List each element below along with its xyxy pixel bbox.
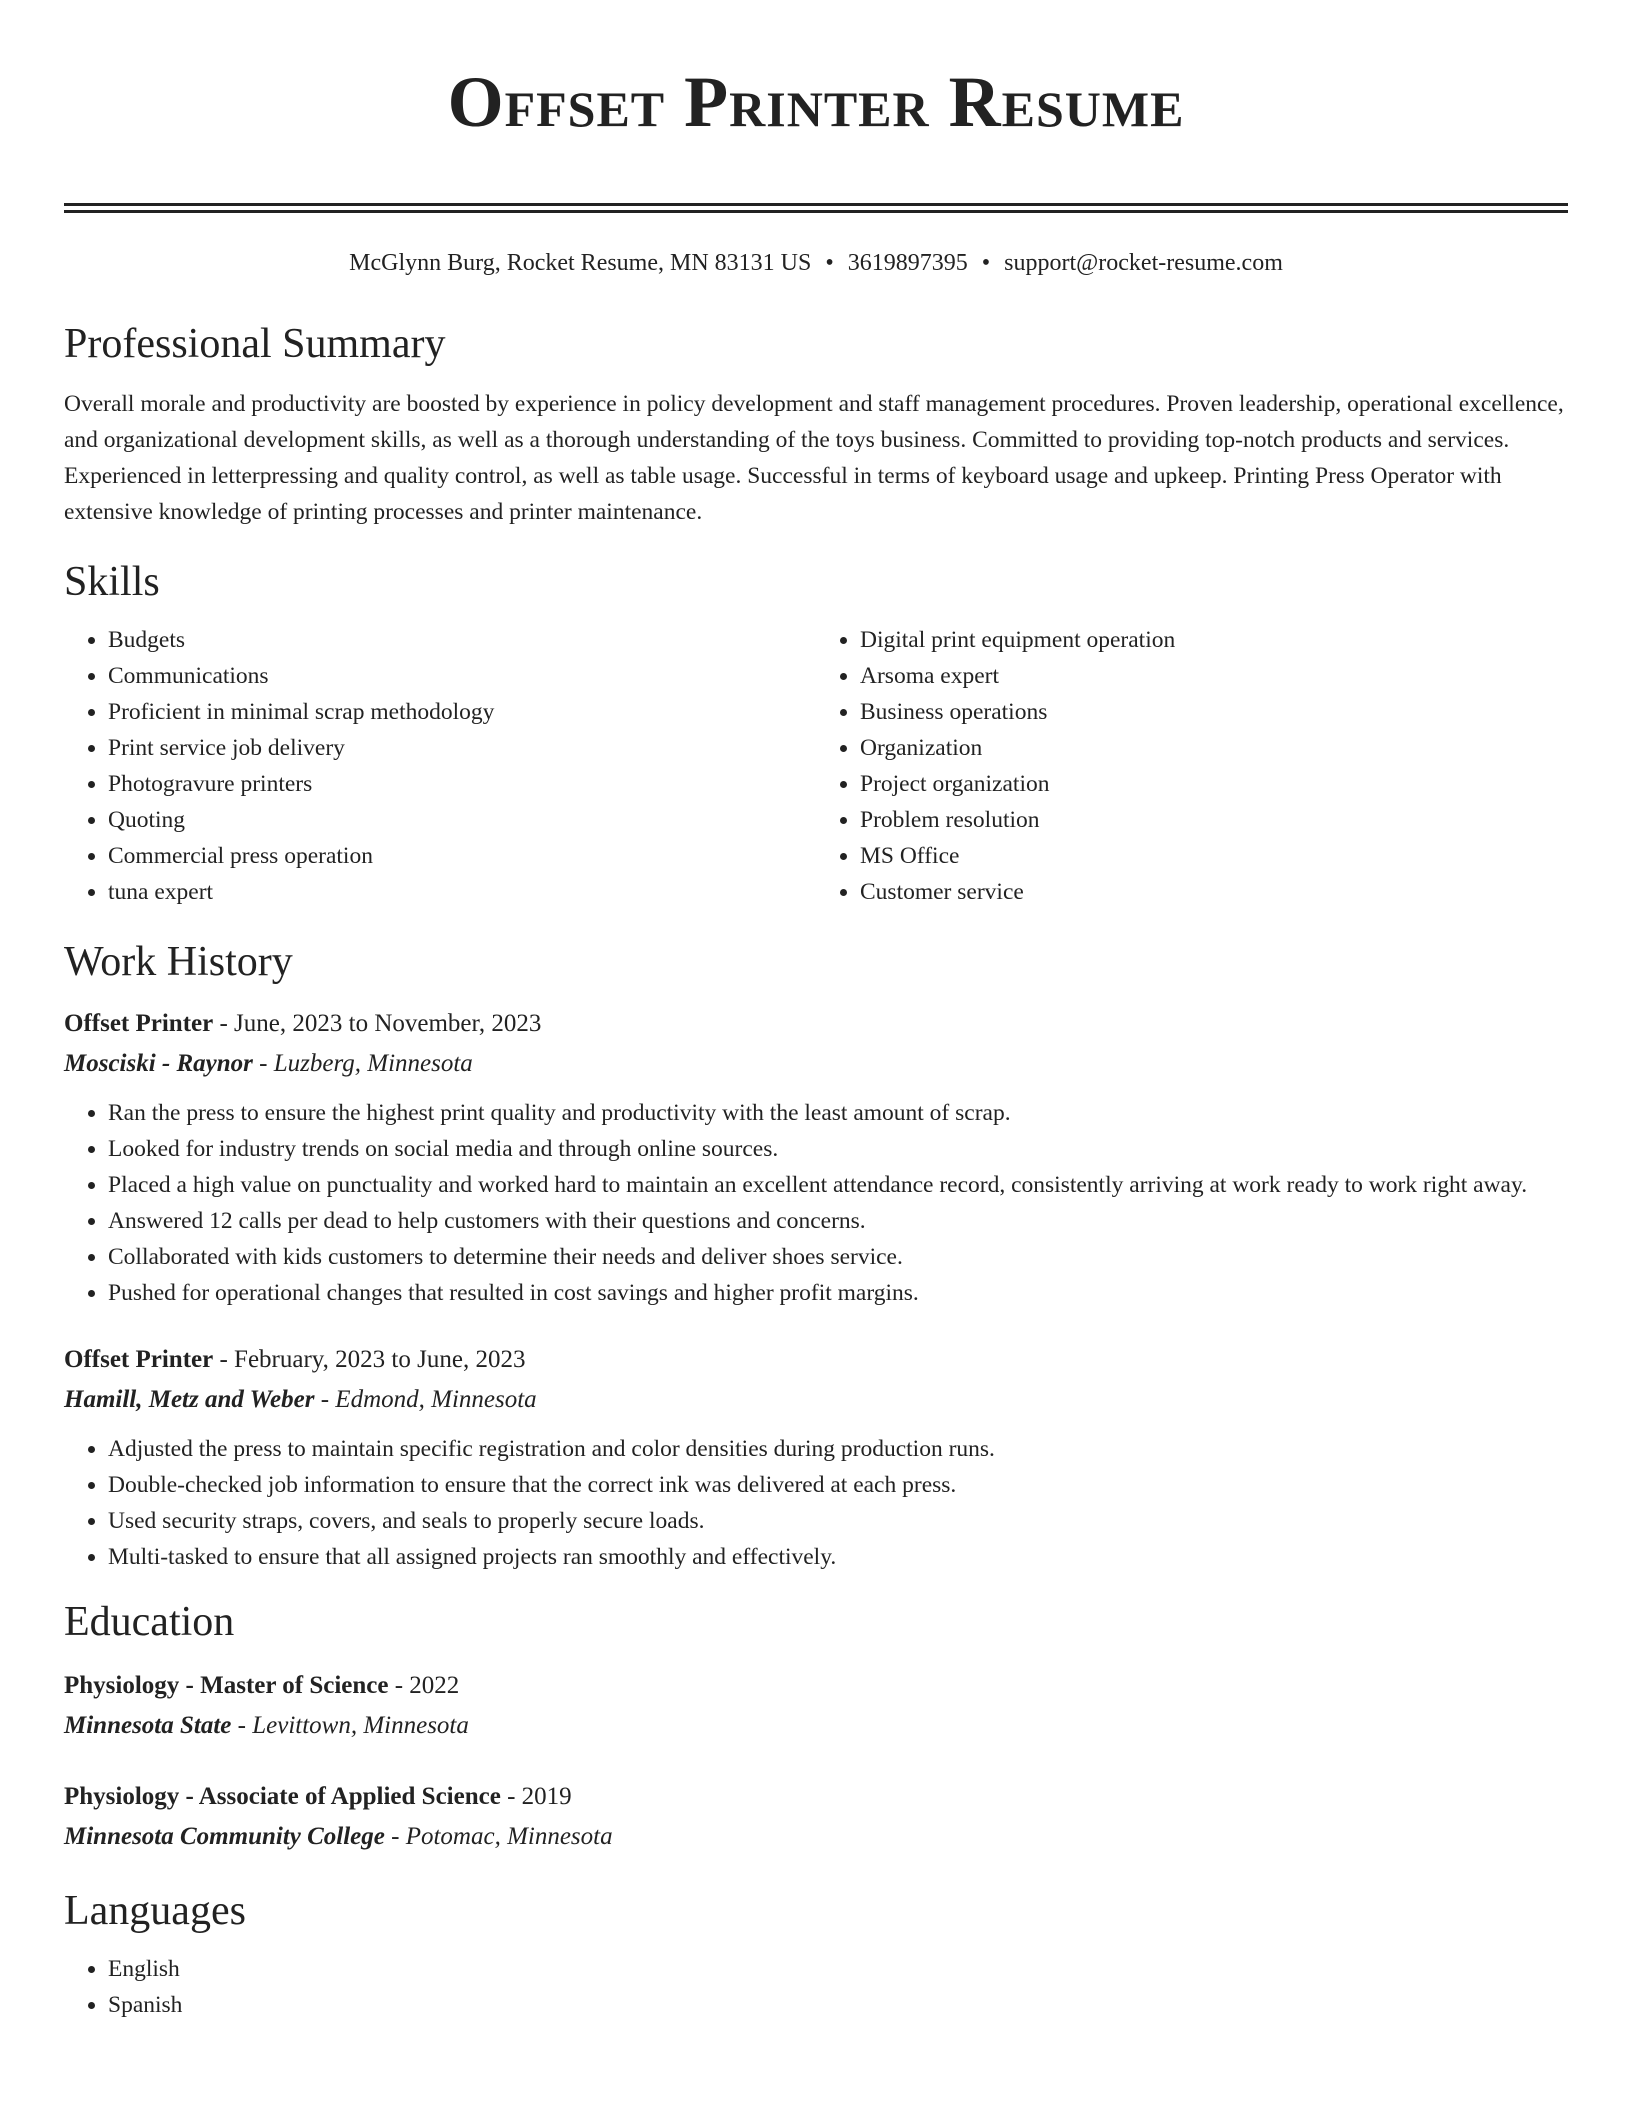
job-bullet: • Used security straps, covers, and seals to properly secure loads. <box>108 1503 1568 1539</box>
job-bullet: • Looked for industry trends on social media and through online sources. <box>108 1131 1568 1167</box>
language-item: • English <box>108 1951 1568 1987</box>
contact-address: McGlynn Burg, Rocket Resume, MN 83131 US <box>349 250 812 276</box>
skill-item: • Communications <box>108 658 816 694</box>
job-bullet: • Double-checked job information to ensure that the correct ink was delivered at each press. <box>108 1467 1568 1503</box>
summary-text: Overall morale and productivity are boosted by experience in policy development and staff management procedures. Proven leadership, operational excellence, and organizational development skills, as well as a thorough understanding of the toys business. Committed to providing top-notch products and services. Experienced in letterpressing and quality control, as well as table usage. Successful in terms of keyboard usage and upkeep. Printing Press Operator with extensive knowledge of printing processes and printer maintenance. <box>64 391 1564 525</box>
language-item: • Spanish <box>108 1987 1568 2023</box>
work-history-heading: Work History <box>64 939 293 985</box>
skill-item: • Photogravure printers <box>108 766 816 802</box>
skill-item: • Budgets <box>108 622 816 658</box>
job-bullets <box>64 1431 1568 1575</box>
contact-separator: • <box>981 250 991 276</box>
education-degree: Physiology - Master of Science <box>64 1672 389 1699</box>
contact-line <box>64 248 1568 278</box>
job-header <box>64 1340 1568 1380</box>
skills-list-left <box>64 622 816 910</box>
skills-section <box>64 557 1568 910</box>
languages-list <box>64 1951 1568 2023</box>
education-section <box>64 1597 1568 1857</box>
job-location: - Edmond, Minnesota <box>314 1386 537 1413</box>
job-company: Hamill, Metz and Weber <box>64 1386 315 1413</box>
education-year: - 2019 <box>500 1783 572 1810</box>
education-school: Minnesota Community College <box>64 1823 385 1850</box>
skill-item: • Organization <box>860 730 1568 766</box>
skill-item: • Proficient in minimal scrap methodology <box>108 694 816 730</box>
job-employer-line <box>64 1044 1568 1084</box>
skill-item: • Problem resolution <box>860 802 1568 838</box>
resume-title: Offset Printer Resume <box>447 62 1185 142</box>
contact-email: support@rocket-resume.com <box>1004 250 1283 276</box>
job-bullet: • Collaborated with kids customers to determine their needs and deliver shoes service. <box>108 1239 1568 1275</box>
job-bullet: • Adjusted the press to maintain specific registration and color densities during production runs. <box>108 1431 1568 1467</box>
skills-heading: Skills <box>64 559 160 605</box>
education-heading: Education <box>64 1599 235 1645</box>
skills-columns <box>64 622 1568 910</box>
job-company: Mosciski - Raynor <box>64 1050 253 1077</box>
education-degree: Physiology - Associate of Applied Science <box>64 1783 501 1810</box>
summary-section <box>64 319 1568 530</box>
job-bullet: • Ran the press to ensure the highest print quality and productivity with the least amount of scrap. <box>108 1095 1568 1131</box>
education-school-line <box>64 1817 1568 1857</box>
education-school-line <box>64 1706 1568 1746</box>
education-header <box>64 1666 1568 1706</box>
skill-item: • Arsoma expert <box>860 658 1568 694</box>
job-entry <box>64 1340 1568 1575</box>
title-divider <box>64 203 1568 213</box>
job-dates: - June, 2023 to November, 2023 <box>213 1010 542 1037</box>
education-entry <box>64 1777 1568 1857</box>
education-year: - 2022 <box>388 1672 460 1699</box>
contact-separator: • <box>825 250 834 276</box>
job-title: Offset Printer <box>64 1010 214 1037</box>
summary-heading: Professional Summary <box>64 321 446 367</box>
job-dates: - February, 2023 to June, 2023 <box>213 1346 526 1373</box>
education-location: - Levittown, Minnesota <box>231 1712 469 1739</box>
skill-item: • tuna expert <box>108 874 816 910</box>
job-location: - Luzberg, Minnesota <box>252 1050 473 1077</box>
job-bullet: • Multi-tasked to ensure that all assigned projects ran smoothly and effectively. <box>108 1539 1568 1575</box>
education-location: - Potomac, Minnesota <box>384 1823 613 1850</box>
skill-item: • Commercial press operation <box>108 838 816 874</box>
contact-phone: 3619897395 <box>847 250 968 276</box>
job-bullets <box>64 1095 1568 1311</box>
education-header <box>64 1777 1568 1817</box>
job-entry <box>64 1004 1568 1311</box>
education-school: Minnesota State <box>64 1712 232 1739</box>
job-title: Offset Printer <box>64 1346 214 1373</box>
job-employer-line <box>64 1380 1568 1420</box>
skill-item: • Project organization <box>860 766 1568 802</box>
skill-item: • Customer service <box>860 874 1568 910</box>
job-bullet: • Placed a high value on punctuality and worked hard to maintain an excellent attendance record, consistently arriving at work ready to work right away. <box>108 1167 1568 1203</box>
skill-item: • MS Office <box>860 838 1568 874</box>
skills-list-right <box>816 622 1568 910</box>
job-header <box>64 1004 1568 1044</box>
languages-heading: Languages <box>64 1888 246 1934</box>
skill-item: • Business operations <box>860 694 1568 730</box>
job-bullet: • Answered 12 calls per dead to help customers with their questions and concerns. <box>108 1203 1568 1239</box>
skill-item: • Digital print equipment operation <box>860 622 1568 658</box>
skill-item: • Print service job delivery <box>108 730 816 766</box>
skill-item: • Quoting <box>108 802 816 838</box>
job-bullet: • Pushed for operational changes that resulted in cost savings and higher profit margins. <box>108 1275 1568 1311</box>
work-history-section <box>64 937 1568 1575</box>
education-entry <box>64 1666 1568 1746</box>
languages-section <box>64 1886 1568 2023</box>
